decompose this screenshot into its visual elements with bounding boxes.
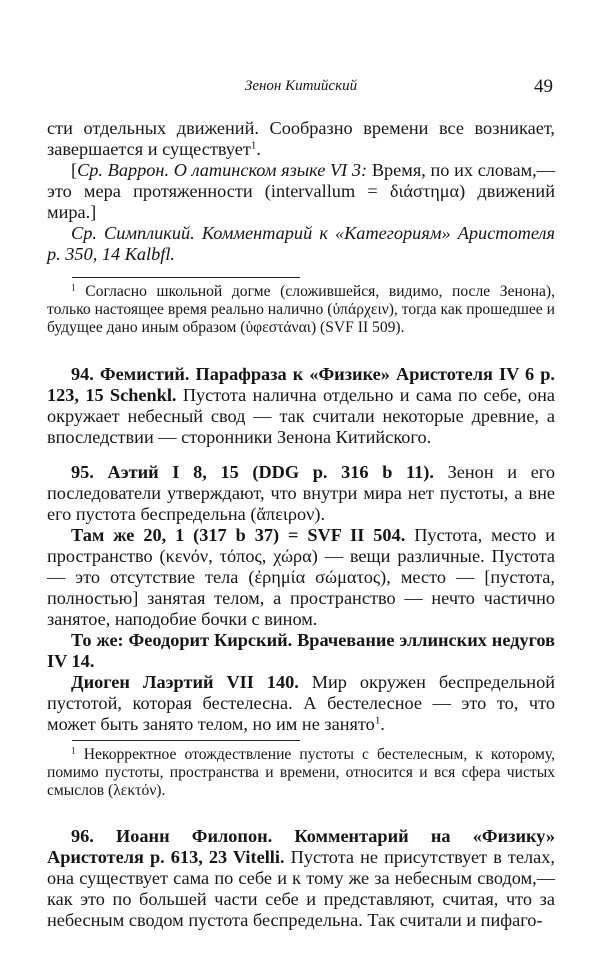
footnote-1: $^1$ Согласно школьной догме (сложившейся, видимо, после Зенона), только настоящее время реально налично (ὑπάρχειν), тогда как прошедшее и будущее дано иным образом (ὑφεστάναι) (SVF II 509). [47, 283, 555, 336]
footnote-mark[interactable]: 1 [374, 714, 381, 727]
running-title: Зенон Китийский [244, 78, 358, 94]
entry-96: 96. Иоанн Филопон. Комментарий на «Физику» Аристотеля p. 613, 23 Vitelli. Пустота не присутствует в телах, она существует сама по себе и к тому же за небесным сводом,— как это по большей части себе и представляют, считая, что за небесным сводом пустота беспредельна. Так считали и пифаго- [47, 826, 555, 930]
simplicius-paragraph [47, 223, 555, 265]
entry-95-sub2-heading: То же: Феодорит Кирский. Врачевание эллинских недугов IV 14. [47, 630, 555, 671]
footnote-rule [72, 277, 300, 278]
varro-reference: Ср. Варрон. О латинском языке VI 3: [77, 160, 368, 180]
entry-95-sub3-heading: Диоген Лаэртий VII 140. [71, 672, 299, 692]
entry-95-heading: 95. Аэтий I 8, 15 (DDG p. 316 b 11). [71, 462, 434, 482]
footnote-mark[interactable]: 1 [250, 139, 257, 152]
entry-95-sub1-heading: Там же 20, 1 (317 b 37) = SVF II 504. [71, 525, 406, 545]
simplicius-reference: Ср. Симпликий. Комментарий к «Категориям» Аристотеля p. 350, 14 Kalbfl. [47, 223, 555, 264]
footnote-number: 1 [71, 283, 76, 294]
entry-94: 94. Фемистий. Парафраза к «Физике» Аристотеля IV 6 p. 123, 15 Schenkl. Пустота налична отдельно и сама по себе, она окружает небесный свод — так считали некоторые древние, а впоследствии — сторонники Зенона Китийского. [47, 364, 555, 447]
footnote-rule [72, 740, 300, 741]
entry-94-heading: 94. Фемистий. Парафраза к «Физике» Аристотеля IV 6 p. 123, 15 Schenkl. [47, 364, 555, 405]
footnote-2: $^1$ Некорректное отождествление пустоты с бестелесным, к которому, помимо пустоты, пространства и времени, относится и вся сфера чистых смыслов (λεκτόν). [47, 746, 555, 799]
top-text-block [47, 118, 555, 265]
footnote-number: 1 [71, 746, 76, 757]
running-header [47, 76, 555, 98]
entry-96-heading: 96. Иоанн Филопон. Комментарий на «Физику» Аристотеля p. 613, 23 Vitelli. [47, 826, 555, 867]
continuation-paragraph: сти отдельных движений. Сообразно времени все возникает, завершается и существует$^1$. [47, 118, 555, 159]
page-number: 49 [534, 76, 553, 97]
varro-paragraph: [Ср. Варрон. О латинском языке VI 3: Время, по их словам,— это мера протяженности (intervallum = διάστημα) движений мира.] [47, 160, 555, 222]
entry-95: 95. Аэтий I 8, 15 (DDG p. 316 b 11). Зенон и его последователи утверждают, что внутри мира нет пустоты, а вне его пустота беспредельна (ἄπειρον). Там же 20, 1 (317 b 37) = SVF II 504. Пустота, место и пространство (κενόν, τόπος, χώρα) — вещи различные. Пустота — это отсутствие тела (ἐρημία σώματος), место — [пустота, полностью] занятая телом, а пространство — нечто частично занятое, наподобие бочки с вином. То же: Феодорит Кирский. Врачевание эллинских недугов IV 14. Диоген Лаэртий VII 140. Мир окружен беспредельной пустотой, которая бестелесна. А бестелесное — это то, что может быть занято телом, но им не занято$^1$. [47, 462, 556, 734]
